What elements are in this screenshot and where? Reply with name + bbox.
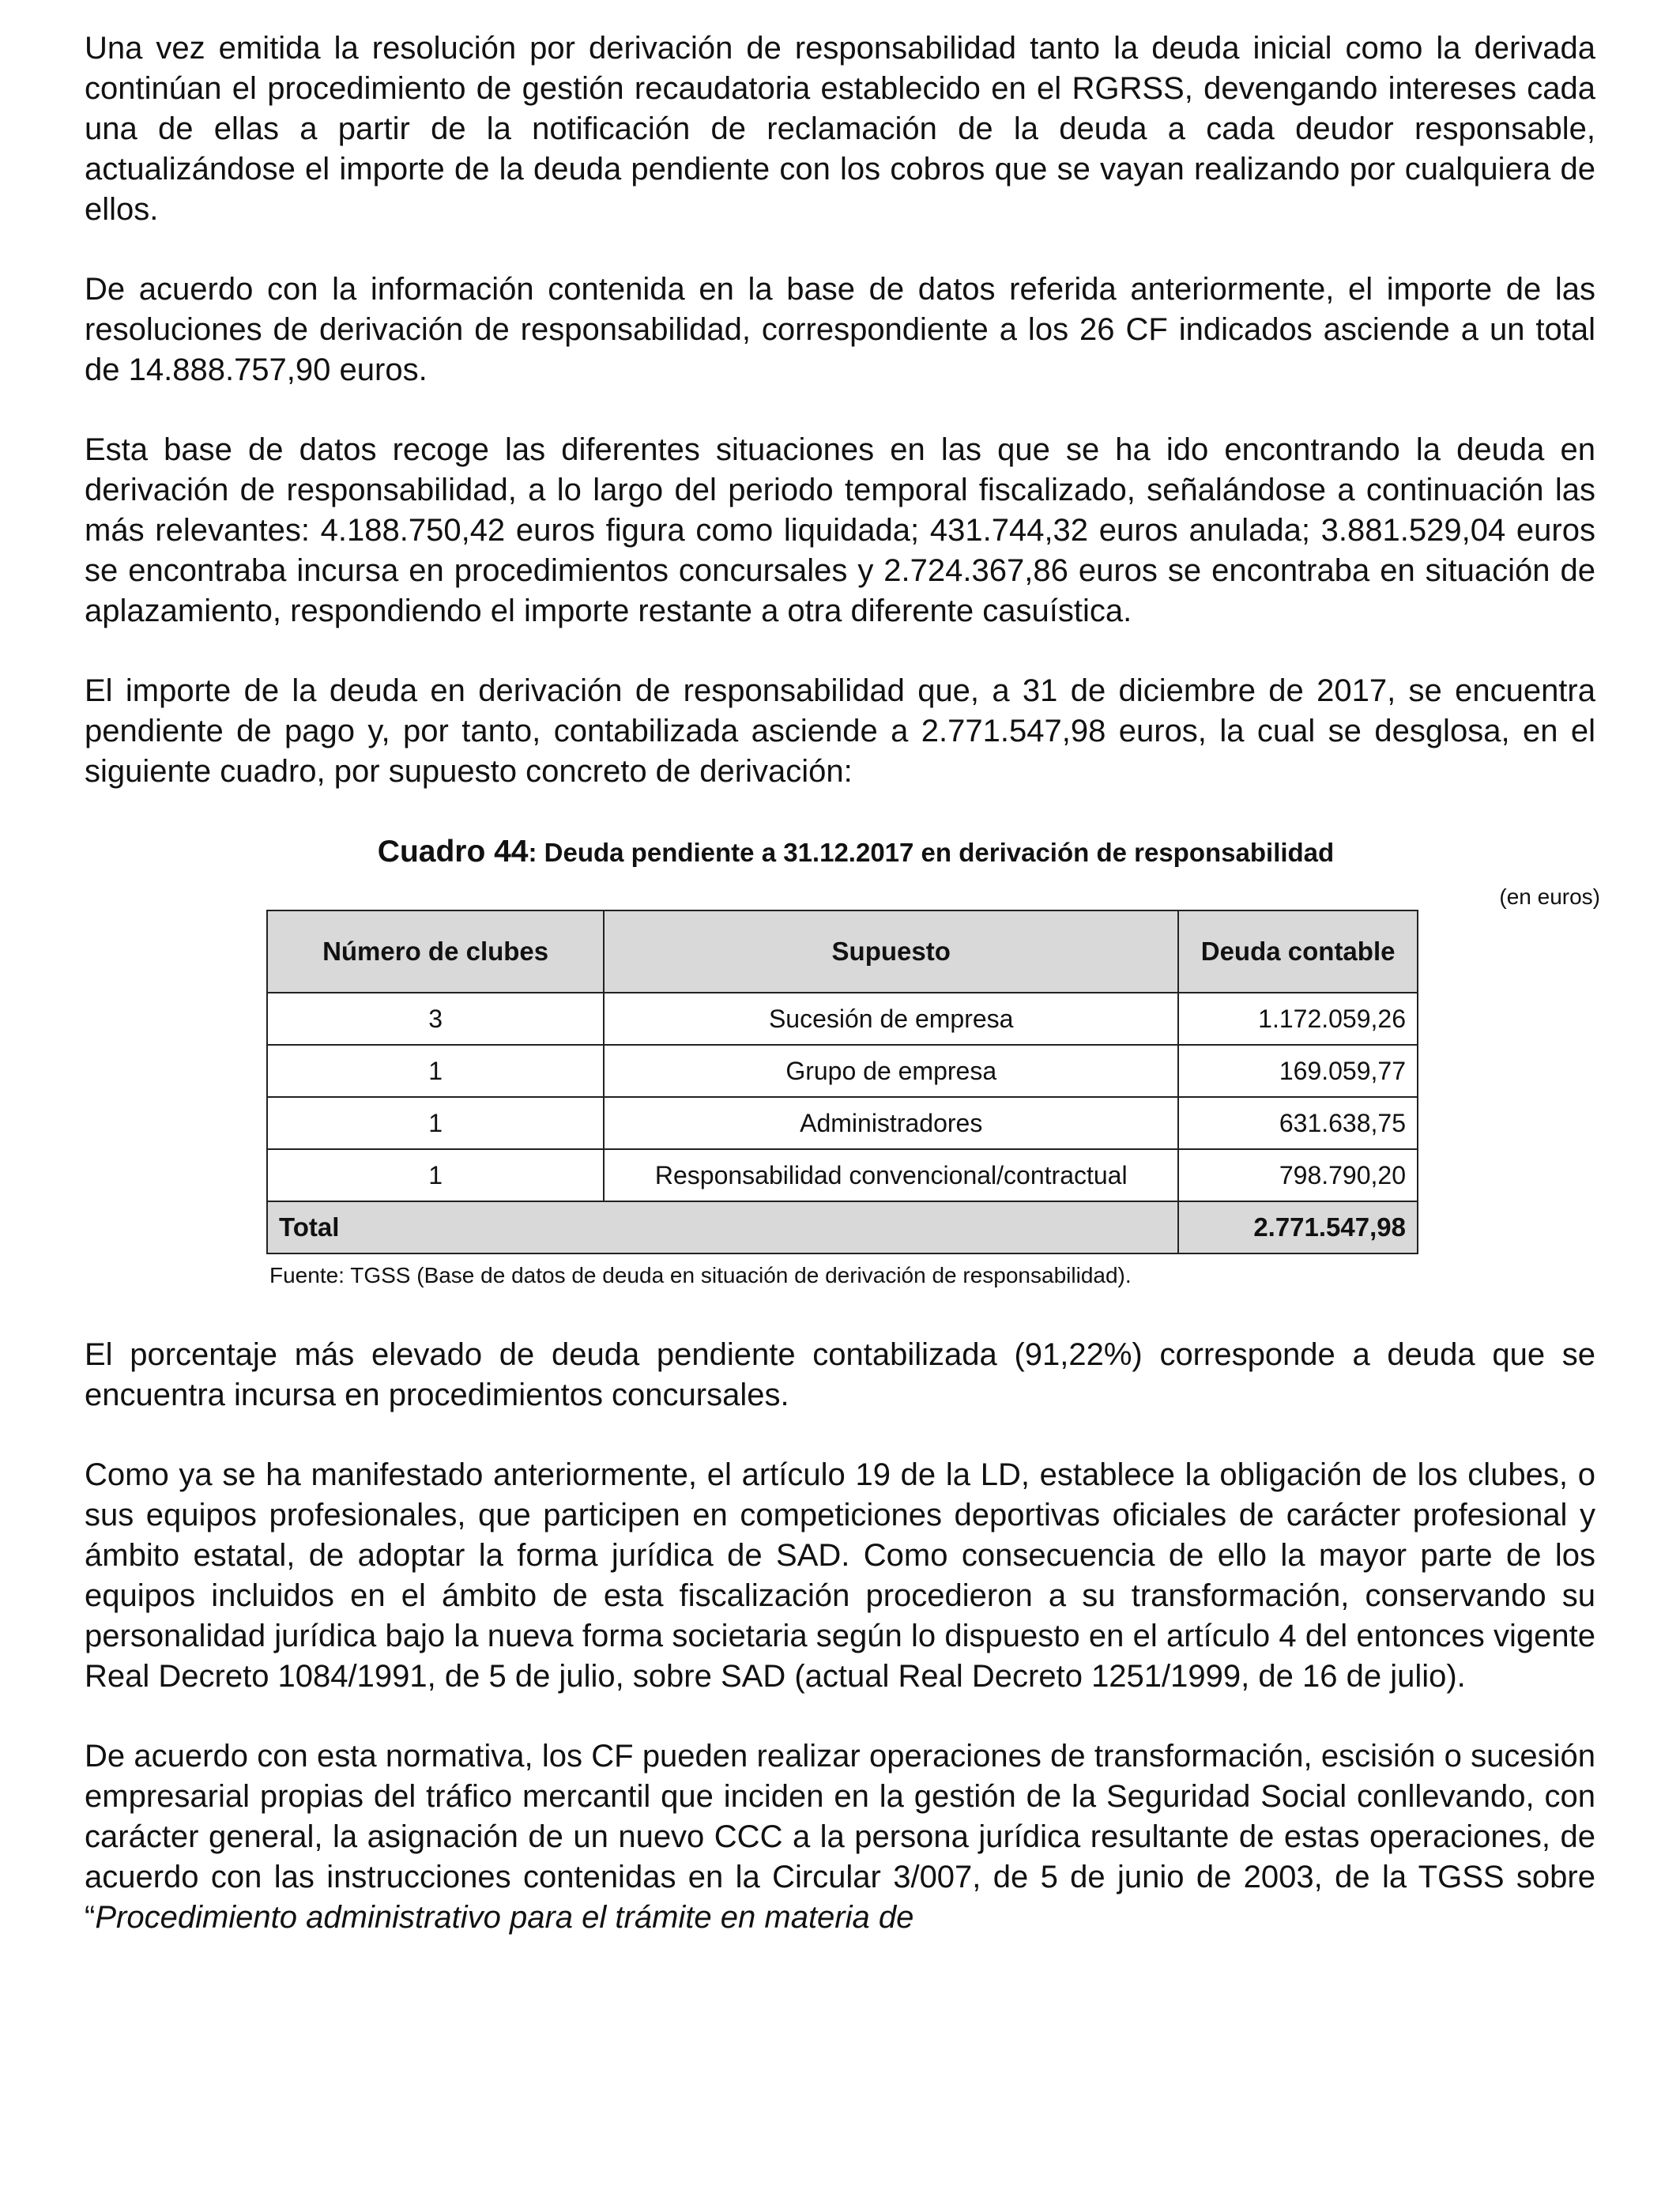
table-row (267, 1045, 1418, 1097)
table-row (267, 1149, 1418, 1201)
header-numero-clubes: Número de clubes (267, 910, 604, 993)
cell-supuesto: Responsabilidad convencional/contractual (604, 1149, 1178, 1201)
paragraph-articulo-19: Como ya se ha manifestado anteriormente, el artículo 19 de la LD, establece la obligación de los clubes, o sus equipos profesionales, que participen en competiciones deportivas oficiales de carácter profesional y ámbito estatal, de adoptar la forma jurídica de SAD. Como consecuencia de ello la mayor parte de los equipos incluidos en el ámbito de esta fiscalización procedieron a su transformación, conservando su personalidad jurídica bajo la nueva forma societaria según lo dispuesto en el artículo 4 del entonces vigente Real Decreto 1084/1991, de 5 de julio, sobre SAD (actual Real Decreto 1251/1999, de 16 de julio). (85, 1457, 1595, 1694)
table-header-row (267, 910, 1418, 993)
cell-clubes: 1 (267, 1097, 604, 1149)
paragraph-porcentaje-concursal: El porcentaje más elevado de deuda pendiente contabilizada (91,22%) corresponde a deuda que se encuentra incursa en procedimientos concursales. (85, 1337, 1595, 1412)
paragraph-normativa-cf (85, 1736, 1595, 1938)
document-page (85, 28, 1600, 1938)
cell-clubes: 1 (267, 1149, 604, 1201)
table-caption (85, 835, 1595, 870)
paragraph-importe-resoluciones: De acuerdo con la información contenida en la base de datos referida anteriormente, el importe de las resoluciones de derivación de responsabilidad, correspondiente a los 26 CF indicados asciende a un total de 14.888.757,90 euros. (85, 272, 1595, 387)
debt-table (266, 910, 1418, 1254)
caption-number: Cuadro 44 (377, 835, 529, 869)
cell-supuesto: Administradores (604, 1097, 1178, 1149)
total-label: Total (267, 1201, 1178, 1253)
paragraph-normativa-text: De acuerdo con esta normativa, los CF pueden realizar operaciones de transformación, escisión o sucesión empresarial propias del tráfico mercantil que inciden en la gestión de la Seguridad Social conllevando, con carácter general, la asignación de un nuevo CCC a la persona jurídica resultante de estas operaciones, de acuerdo con las instrucciones contenidas en la Circular 3/007, de 5 de junio de 2003, de la TGSS sobre “ (85, 1739, 1595, 1935)
table-total-row (267, 1201, 1418, 1253)
cell-deuda: 1.172.059,26 (1178, 993, 1418, 1045)
cell-deuda: 798.790,20 (1178, 1149, 1418, 1201)
paragraph-derivacion-gestion: Una vez emitida la resolución por derivación de responsabilidad tanto la deuda inicial como la derivada continúan el procedimiento de gestión recaudatoria establecido en el RGRSS, devengando intereses cada una de ellas a partir de la notificación de reclamación de la deuda a cada deudor responsable, actualizándose el importe de la deuda pendiente con los cobros que se vayan realizando por cualquiera de ellos. (85, 31, 1595, 227)
table-source: Fuente: TGSS (Base de datos de deuda en situación de derivación de responsabilidad). (269, 1263, 1132, 1287)
table-unit: (en euros) (1499, 884, 1600, 909)
paragraph-situaciones-deuda: Esta base de datos recoge las diferentes situaciones en las que se ha ido encontrando la deuda en derivación de responsabilidad, a lo largo del periodo temporal fiscalizado, señalándose a continuación las más relevantes: 4.188.750,42 euros figura como liquidada; 431.744,32 euros anulada; 3.881.529,04 euros se encontraba incursa en procedimientos concursales y 2.724.367,86 euros se encontraba en situación de aplazamiento, respondiendo el importe restante a otra diferente casuística. (85, 432, 1595, 628)
cell-supuesto: Grupo de empresa (604, 1045, 1178, 1097)
header-supuesto: Supuesto (604, 910, 1178, 993)
total-value: 2.771.547,98 (1178, 1201, 1418, 1253)
header-deuda-contable: Deuda contable (1178, 910, 1418, 993)
cell-supuesto: Sucesión de empresa (604, 993, 1178, 1045)
table-row (267, 1097, 1418, 1149)
cell-deuda: 169.059,77 (1178, 1045, 1418, 1097)
caption-title: : Deuda pendiente a 31.12.2017 en derivación de responsabilidad (528, 838, 1335, 867)
paragraph-normativa-italic: Procedimiento administrativo para el trámite en materia de (95, 1900, 914, 1935)
paragraph-deuda-pendiente: El importe de la deuda en derivación de responsabilidad que, a 31 de diciembre de 2017, se encuentra pendiente de pago y, por tanto, contabilizada asciende a 2.771.547,98 euros, la cual se desglosa, en el siguiente cuadro, por supuesto concreto de derivación: (85, 673, 1595, 789)
cell-clubes: 3 (267, 993, 604, 1045)
table-row (267, 993, 1418, 1045)
table-block (85, 835, 1600, 1289)
cell-deuda: 631.638,75 (1178, 1097, 1418, 1149)
cell-clubes: 1 (267, 1045, 604, 1097)
